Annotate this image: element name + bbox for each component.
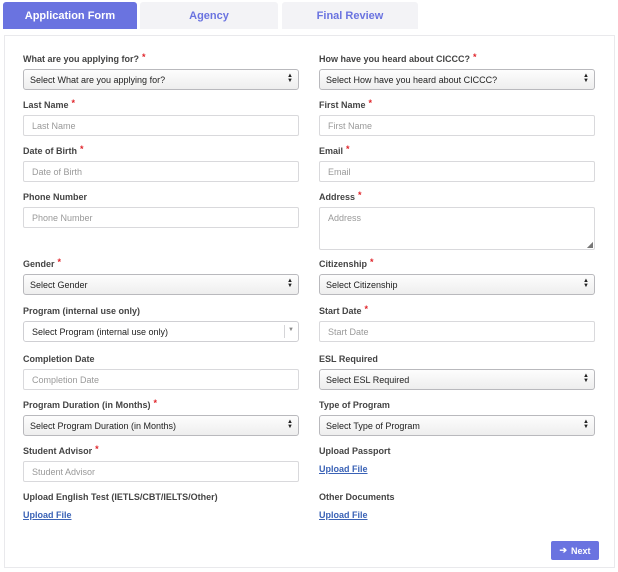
tab-agency[interactable]: Agency — [140, 2, 278, 29]
next-button-label: Next — [571, 545, 591, 556]
arrow-right-icon: ➔ — [559, 545, 568, 555]
esl-required-select[interactable]: Select ESL Required ▲ ▼ — [319, 369, 595, 390]
select-arrows-icon: ▲ ▼ — [583, 73, 589, 84]
first-name-field — [319, 100, 595, 111]
tab-final-review[interactable]: Final Review — [282, 2, 418, 29]
program-duration-label: Program Duration (in Months) * — [23, 398, 158, 410]
program-select[interactable]: Select Program (internal use only) ▼ — [23, 321, 299, 342]
heard-about-select[interactable]: Select How have you heard about CICCC? ▲ ▼ — [319, 69, 595, 90]
program-duration-field — [23, 398, 299, 431]
required-marker: * — [364, 304, 369, 314]
last-name-label: Last Name * — [23, 98, 76, 110]
required-marker: * — [368, 98, 373, 108]
address-label: Address * — [319, 190, 362, 202]
program-type-label: Type of Program — [319, 400, 390, 410]
select-arrows-icon: ▲ ▼ — [583, 373, 589, 384]
start-date-label: Start Date * — [319, 304, 369, 316]
upload-english-test-label: Upload English Test (IETLS/CBT/IELTS/Other) — [23, 492, 218, 502]
phone-label: Phone Number — [23, 192, 88, 202]
esl-required-label: ESL Required — [319, 354, 378, 364]
gender-label: Gender * — [23, 257, 62, 269]
chevron-down-icon: ▼ — [288, 327, 294, 333]
program-type-field — [319, 400, 595, 431]
applying-for-field — [23, 52, 299, 85]
required-marker: * — [370, 257, 374, 267]
other-documents-link[interactable]: Upload File — [319, 510, 368, 520]
required-marker: * — [142, 52, 146, 62]
dob-label: Date of Birth * — [23, 144, 84, 156]
last-name-field — [23, 100, 299, 111]
other-documents-label: Other Documents — [319, 492, 395, 502]
email-field — [319, 146, 595, 157]
required-marker: * — [80, 144, 84, 154]
heard-about-label: How have you heard about CICCC? * — [319, 52, 477, 64]
resize-grip-icon[interactable]: ◢ — [586, 240, 593, 249]
phone-input[interactable] — [23, 207, 299, 228]
required-marker: * — [346, 144, 350, 154]
select-arrows-icon: ▲ ▼ — [287, 73, 293, 84]
required-marker: * — [57, 257, 62, 267]
student-advisor-field — [23, 446, 299, 457]
select-arrows-icon: ▲ ▼ — [287, 419, 293, 430]
required-marker: * — [153, 398, 158, 408]
heard-about-field — [319, 52, 595, 85]
required-marker: * — [473, 52, 477, 62]
program-field — [23, 306, 299, 337]
select-arrows-icon: ▲ ▼ — [583, 278, 589, 289]
first-name-label: First Name * — [319, 98, 373, 110]
completion-date-label: Completion Date — [23, 354, 95, 364]
select-arrows-icon: ▲ ▼ — [287, 278, 293, 289]
program-type-select[interactable]: Select Type of Program ▲ ▼ — [319, 415, 595, 436]
last-name-input[interactable] — [23, 115, 299, 136]
tab-application-form[interactable]: Application Form — [3, 2, 137, 29]
tab-bar — [0, 0, 618, 30]
address-field — [319, 190, 595, 249]
upload-passport-link[interactable]: Upload File — [319, 464, 368, 474]
first-name-input[interactable] — [319, 115, 595, 136]
gender-select[interactable]: Select Gender ▲ ▼ — [23, 274, 299, 295]
select-divider — [284, 325, 285, 338]
program-label: Program (internal use only) — [23, 306, 141, 316]
student-advisor-input[interactable] — [23, 461, 299, 482]
address-textarea[interactable] — [319, 207, 595, 250]
student-advisor-label: Student Advisor * — [23, 444, 99, 456]
select-arrows-icon: ▲ ▼ — [583, 419, 589, 430]
other-documents-field — [319, 492, 595, 520]
phone-field — [23, 192, 299, 203]
start-date-input[interactable] — [319, 321, 595, 342]
email-label: Email * — [319, 144, 350, 156]
next-button[interactable] — [551, 541, 599, 560]
upload-english-test-field — [23, 492, 299, 520]
esl-required-field — [319, 354, 595, 385]
gender-field — [23, 257, 299, 290]
upload-english-test-link[interactable]: Upload File — [23, 510, 72, 520]
applying-for-label: What are you applying for? * — [23, 52, 146, 64]
completion-date-field — [23, 354, 299, 365]
required-marker: * — [95, 444, 99, 454]
citizenship-select[interactable]: Select Citizenship ▲ ▼ — [319, 274, 595, 295]
completion-date-input[interactable] — [23, 369, 299, 390]
upload-passport-label: Upload Passport — [319, 446, 391, 456]
start-date-field — [319, 306, 595, 317]
citizenship-field — [319, 257, 595, 290]
upload-passport-field — [319, 446, 595, 474]
program-duration-select[interactable]: Select Program Duration (in Months) ▲ ▼ — [23, 415, 299, 436]
citizenship-label: Citizenship * — [319, 257, 374, 269]
required-marker: * — [358, 190, 362, 200]
dob-input[interactable] — [23, 161, 299, 182]
email-input[interactable] — [319, 161, 595, 182]
dob-field — [23, 146, 299, 157]
required-marker: * — [71, 98, 76, 108]
applying-for-select[interactable]: Select What are you applying for? ▲ ▼ — [23, 69, 299, 90]
